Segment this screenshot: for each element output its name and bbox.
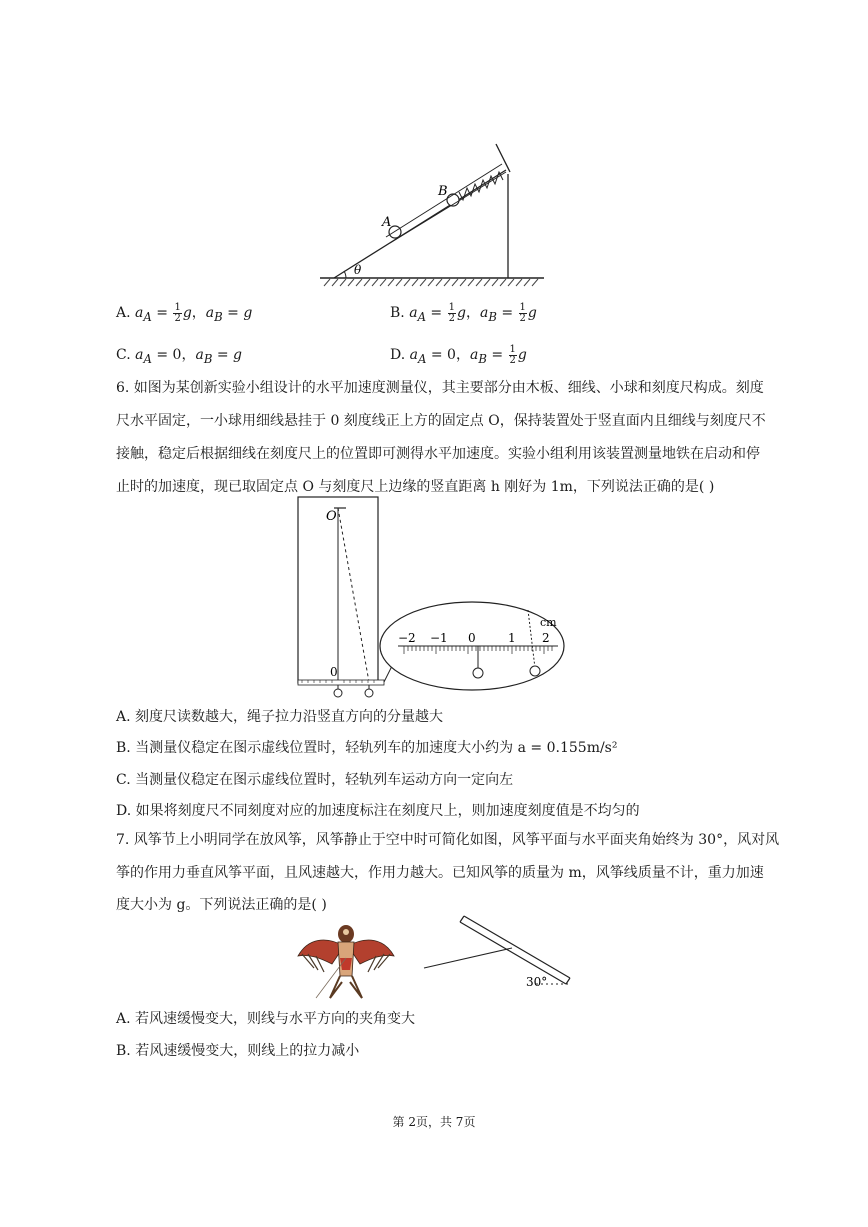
q5-option-a: A. $a_A$ = $\frac{1}{2}$ g，$a_B = g$: [116, 301, 253, 324]
unit-cm: cm: [540, 616, 557, 629]
q7-line-3: 度大小为 g。下列说法正确的是( ): [116, 897, 327, 913]
tick-0: 0: [468, 631, 476, 645]
label-theta: θ: [354, 263, 362, 277]
q6-option-c: C. 当测量仪稳定在图示虚线位置时，轻轨列车运动方向一定向左: [116, 772, 514, 788]
label-zero: 0: [330, 665, 338, 679]
q6-line-3: 接触，稳定后根据细线在刻度尺上的位置即可测得水平加速度。实验小组利用该装置测量地铁在启动和停: [116, 446, 760, 462]
q7-line-2: 筝的作用力垂直风筝平面，且风速越大，作用力越大。已知风筝的质量为 m，风筝线质量不计，重力加速: [116, 865, 764, 881]
q6-option-d: D. 如果将刻度尺不同刻度对应的加速度标注在刻度尺上，则加速度刻度值是不均匀的: [116, 803, 640, 819]
kite-picture: [296, 918, 396, 1004]
q7-line-1: 7. 风筝节上小明同学在放风筝，风筝静止于空中时可简化如图，风筝平面与水平面夹角始终为 30°，风对风: [116, 832, 780, 848]
q5-option-d: D. $a_A = 0$，$a_B$ = $\frac{1}{2}$ g: [390, 343, 527, 366]
q6-line-2: 尺水平固定，一小球用细线悬挂于 0 刻度线正上方的固定点 O，保持装置处于竖直面内且细线与刻度尺不: [116, 413, 766, 429]
q6-line-4: 止时的加速度，现已取固定点 O 与刻度尺上边缘的竖直距离 h 刚好为 1m，下列说法正确的是( ): [116, 479, 715, 495]
q5-option-b: B. $a_A$ = $\frac{1}{2}$ g，$a_B$ = $\frac{1}{2}$ g: [390, 301, 537, 324]
q7-option-b: B. 若风速缓慢变大，则线上的拉力减小: [116, 1043, 360, 1059]
tick-1: 1: [508, 631, 516, 645]
tick-2: 2: [542, 631, 550, 645]
q6-option-a: A. 刻度尺读数越大，绳子拉力沿竖直方向的分量越大: [116, 709, 444, 725]
q6-option-b: B. 当测量仪稳定在图示虚线位置时，轻轨列车的加速度大小约为 a = 0.155m/s²: [116, 740, 618, 756]
q6-line-1: 6. 如图为某创新实验小组设计的水平加速度测量仪，其主要部分由木板、细线、小球和刻度尺构成。刻度: [116, 380, 764, 396]
label-O: O: [326, 509, 337, 524]
label-B: B: [438, 184, 448, 199]
tick-neg1: −1: [430, 631, 448, 645]
q7-option-a: A. 若风速缓慢变大，则线与水平方向的夹角变大: [116, 1011, 416, 1027]
label-A: A: [382, 215, 392, 230]
kite-diagram: [420, 912, 575, 992]
accelerometer-figure: [294, 494, 574, 698]
q5-option-c: C. $a_A = 0$，$a_B = g$: [116, 347, 242, 366]
incline-figure: [316, 140, 556, 290]
tick-neg2: −2: [398, 631, 416, 645]
page-footer: 第 2页，共 7页: [392, 1115, 476, 1129]
angle-label: 30°: [526, 975, 548, 989]
